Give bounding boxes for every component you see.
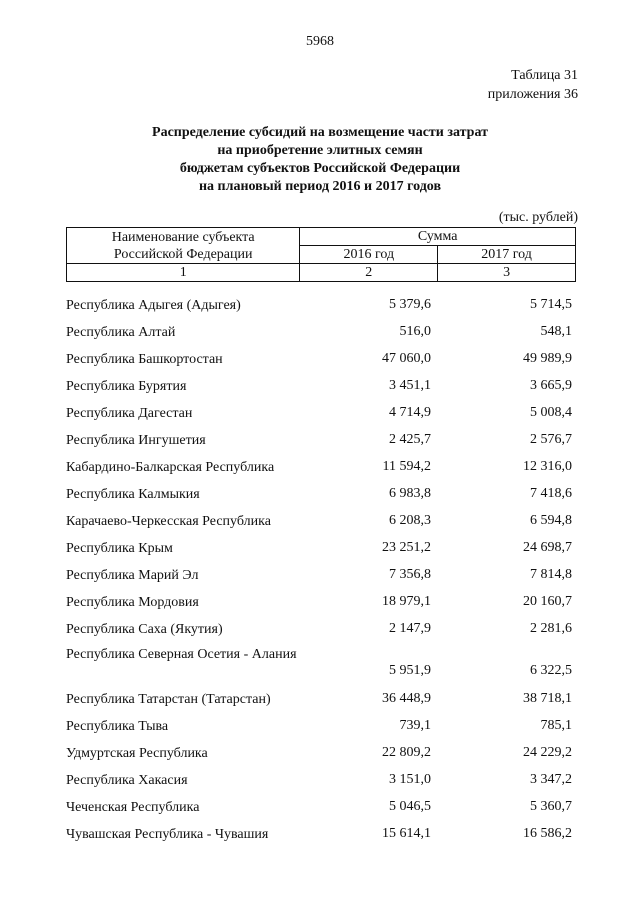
region-name: Кабардино-Балкарская Республика (66, 460, 275, 475)
table-row (0, 373, 640, 400)
value-2017: 5 360,7 (530, 799, 572, 814)
page-number: 5968 (306, 34, 334, 49)
value-2017: 49 989,9 (523, 351, 572, 366)
table-row (0, 454, 640, 481)
title-line-1: Распределение субсидий на возмещение части затрат (152, 125, 488, 140)
value-2017: 6 594,8 (530, 513, 572, 528)
value-2016: 6 983,8 (389, 486, 431, 501)
table-row (0, 589, 640, 616)
table-row (0, 686, 640, 713)
region-name: Республика Башкортостан (66, 352, 223, 367)
value-2017: 7 418,6 (530, 486, 572, 501)
table-row (0, 821, 640, 848)
value-2017: 5 714,5 (530, 297, 572, 312)
table-row (0, 535, 640, 562)
document-title (0, 124, 640, 196)
value-2016: 2 425,7 (389, 432, 431, 447)
title-line-2: на приобретение элитных семян (217, 143, 423, 158)
header-col-number-2: 2 (300, 264, 438, 282)
value-2016: 739,1 (399, 718, 431, 733)
value-2016: 5 951,9 (389, 663, 431, 678)
region-name: Республика Калмыкия (66, 487, 200, 502)
value-2017: 785,1 (540, 718, 572, 733)
value-2016: 3 151,0 (389, 772, 431, 787)
value-2016: 47 060,0 (382, 351, 431, 366)
table-row (0, 346, 640, 373)
table-row (0, 400, 640, 427)
value-2017: 3 665,9 (530, 378, 572, 393)
value-2016: 36 448,9 (382, 691, 431, 706)
value-2016: 7 356,8 (389, 567, 431, 582)
header-col-number-3: 3 (438, 264, 576, 282)
value-2016: 3 451,1 (389, 378, 431, 393)
region-name: Республика Саха (Якутия) (66, 622, 223, 637)
value-2017: 548,1 (540, 324, 572, 339)
table-row (0, 427, 640, 454)
value-2017: 7 814,8 (530, 567, 572, 582)
value-2017: 6 322,5 (530, 663, 572, 678)
header-name-line-1: Наименование субъекта (111, 229, 255, 245)
value-2017: 24 698,7 (523, 540, 572, 555)
title-line-4: на плановый период 2016 и 2017 годов (198, 179, 442, 194)
table-row (0, 713, 640, 740)
region-name: Республика Крым (66, 541, 173, 556)
region-name: Чувашская Республика - Чувашия (66, 827, 269, 842)
region-name: Карачаево-Черкесская Республика (66, 514, 271, 529)
table-number: Таблица 31 (511, 68, 578, 83)
region-name: Республика Алтай (66, 325, 176, 340)
value-2016: 15 614,1 (382, 826, 431, 841)
value-2017: 20 160,7 (523, 594, 572, 609)
value-2016: 6 208,3 (389, 513, 431, 528)
region-name: Республика Дагестан (66, 406, 193, 421)
value-2017: 2 281,6 (530, 621, 572, 636)
value-2017: 38 718,1 (523, 691, 572, 706)
table-row (0, 643, 640, 686)
table-header (66, 227, 576, 282)
value-2016: 18 979,1 (382, 594, 431, 609)
region-name: Республика Бурятия (66, 379, 187, 394)
region-name: Удмуртская Республика (66, 746, 208, 761)
table-row (0, 481, 640, 508)
header-name-cell (67, 228, 300, 264)
value-2016: 5 379,6 (389, 297, 431, 312)
region-name: Республика Ингушетия (66, 433, 206, 448)
value-2017: 2 576,7 (530, 432, 572, 447)
value-2016: 23 251,2 (382, 540, 431, 555)
region-name: Республика Тыва (66, 719, 169, 734)
region-name: Республика Хакасия (66, 773, 188, 788)
table-row (0, 292, 640, 319)
value-2016: 516,0 (399, 324, 431, 339)
table-row (0, 794, 640, 821)
value-2016: 5 046,5 (389, 799, 431, 814)
table-body (0, 292, 640, 848)
table-row (0, 616, 640, 643)
table-reference (488, 66, 578, 104)
table-row (0, 562, 640, 589)
value-2016: 2 147,9 (389, 621, 431, 636)
header-name-line-2: Российской Федерации (113, 246, 253, 262)
table-row (0, 319, 640, 346)
region-name: Чеченская Республика (66, 800, 200, 815)
header-2016: 2016 год (300, 246, 438, 264)
value-2017: 5 008,4 (530, 405, 572, 420)
title-line-3: бюджетам субъектов Российской Федерации (179, 161, 461, 176)
value-2017: 3 347,2 (530, 772, 572, 787)
table-row (0, 508, 640, 535)
value-2017: 24 229,2 (523, 745, 572, 760)
region-name: Республика Северная Осетия - Алания (66, 647, 297, 662)
header-2017: 2017 год (438, 246, 576, 264)
table-row (0, 767, 640, 794)
value-2016: 11 594,2 (382, 459, 431, 474)
value-2017: 16 586,2 (523, 826, 572, 841)
appendix-reference: приложения 36 (487, 87, 578, 102)
header-col-number-1: 1 (67, 264, 300, 282)
region-name: Республика Марий Эл (66, 568, 199, 583)
value-2016: 4 714,9 (389, 405, 431, 420)
region-name: Республика Адыгея (Адыгея) (66, 298, 241, 313)
region-name: Республика Татарстан (Татарстан) (66, 692, 271, 707)
units-label: (тыс. рублей) (498, 210, 578, 225)
header-sum: Сумма (300, 228, 576, 246)
table-row (0, 740, 640, 767)
region-name: Республика Мордовия (66, 595, 199, 610)
value-2016: 22 809,2 (382, 745, 431, 760)
value-2017: 12 316,0 (523, 459, 572, 474)
